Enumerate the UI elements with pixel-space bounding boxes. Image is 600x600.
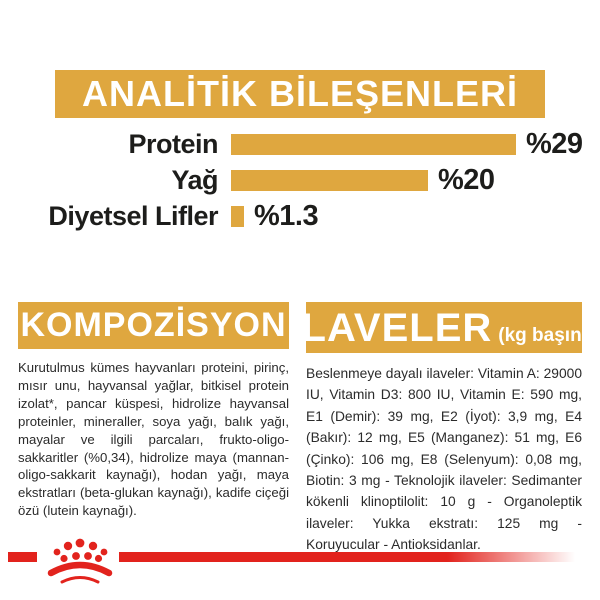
analytic-components-title: ANALİTİK BİLEŞENLERİ (81, 73, 518, 114)
chart-row (0, 126, 600, 162)
chart-category-label: Yağ (171, 164, 218, 195)
chart-bar (231, 134, 516, 155)
composition-title: KOMPOZİSYON (20, 306, 287, 344)
footer-rule-fading (119, 552, 575, 562)
chart-bar (231, 170, 428, 191)
chart-value-label: %20 (438, 163, 495, 196)
composition-banner (18, 302, 289, 349)
chart-row (0, 198, 600, 234)
additives-body: Beslenmeye dayalı ilaveler: Vitamin A: 29000 IU, Vitamin D3: 800 IU, Vitamin E: 590 mg, E1 (Demir): 39 mg, E2 (İyot): 3,9 mg, E4 (Bakır): 12 mg, E5 (Manganez): 51 mg, E6 (Çinko): 106 mg, E8 (Selenyum): 0,08 mg, Biotin: 3 mg - Teknolojik ilaveler: Sedimanter kökenli klinoptilolit: 10 g - Organoleptik ilaveler: Yukka ekstratı: 125 mg - Koruyucular - Antioksidanlar. (306, 366, 582, 553)
additives-section (289, 302, 599, 556)
chart-value-label: %1.3 (254, 199, 319, 232)
composition-body: Kurutulmus kümes hayvanları proteini, pirinç, mısır unu, hayvansal yağlar, bitkisel protein izolat*, pancar küspesi, hidrolize hayvansal proteinler, mineraller, soya yağı, balık yağı, mayalar ve ilgili parcaları, frukto-oligo-sakkaritler (%0,34), hidrolize maya (mannan-oligo-sakkarit kaynağı), hodan yağı, maya ekstratları (beta-glukan kaynağı), kadife ciçeği özü (lutein kaynağı). (18, 360, 289, 519)
analytic-bar-chart (0, 126, 600, 234)
composition-section (18, 302, 289, 520)
additives-title: İLAVELER (289, 306, 493, 350)
chart-category-label: Diyetsel Lifler (48, 200, 218, 231)
analytic-components-banner (55, 70, 545, 118)
chart-category-label: Protein (128, 128, 218, 159)
additives-subtitle: (kg başına) (498, 325, 599, 346)
royal-canin-crown-icon (38, 528, 122, 592)
additives-banner (289, 302, 599, 353)
footer-rule-left-segment (8, 552, 37, 562)
chart-value-label: %29 (526, 127, 583, 160)
chart-bar (231, 206, 244, 227)
chart-row (0, 162, 600, 198)
